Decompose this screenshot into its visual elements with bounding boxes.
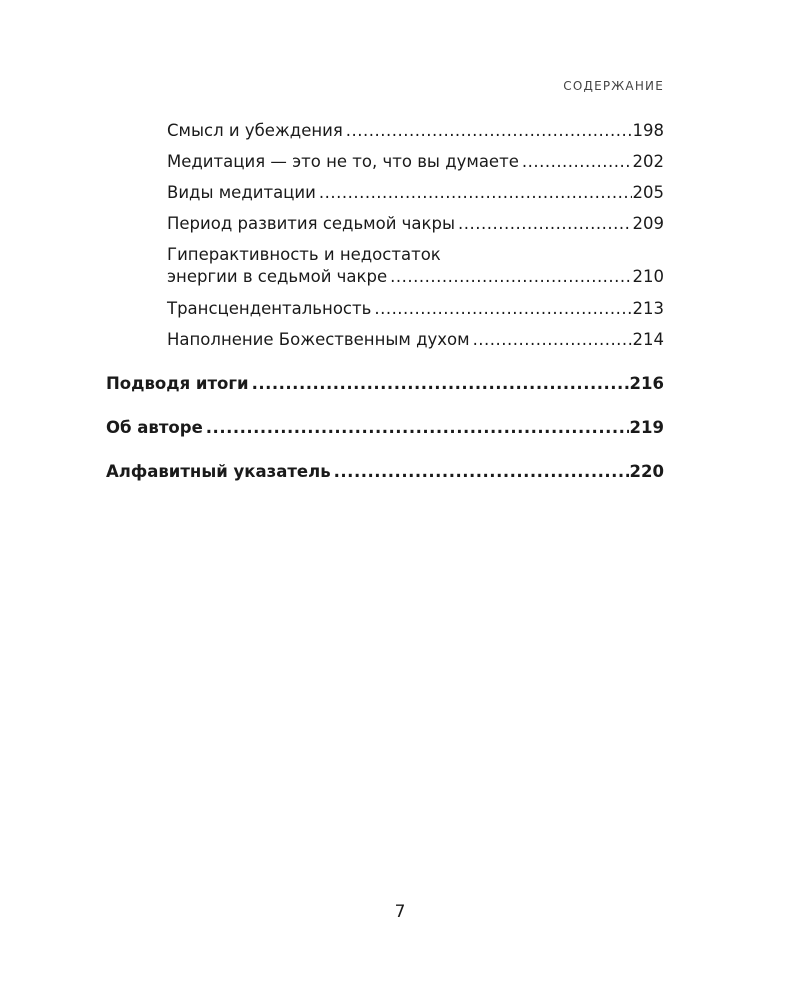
toc-entry-title-line2: энергии в седьмой чакре [167,267,388,286]
toc-entry-page: 198 [632,121,664,140]
toc-entry-page: 220 [629,462,664,481]
dot-leader [473,329,632,351]
toc-entry-title: Виды медитации [167,183,316,202]
toc-entry-page: 213 [632,299,664,318]
toc-entry-page: 209 [632,214,664,233]
dot-leader [334,461,629,483]
dot-leader [252,373,629,395]
toc-entry-page: 214 [632,330,664,349]
toc-entry-title: Период развития седьмой чакры [167,214,456,233]
toc-entry-page: 205 [632,183,664,202]
toc-entry [167,244,664,288]
dot-leader [319,182,632,204]
toc-entry [167,329,664,351]
toc-entry-title-line1: Гиперактивность и недостаток [167,245,441,264]
toc-main-entry [106,373,664,395]
toc-entry-title: Трансцендентальность [167,299,372,318]
toc-entry [167,213,664,235]
toc-main-entry [106,417,664,439]
dot-leader [346,120,632,142]
toc-entry-page: 219 [629,418,664,437]
toc-entry-title: Медитация — это не то, что вы думаете [167,152,519,171]
toc-entry-title: Смысл и убеждения [167,121,343,140]
toc-entry-page: 210 [632,267,664,286]
toc-entry-page: 202 [632,152,664,171]
toc-entry [167,151,664,173]
toc-entry-title: Наполнение Божественным духом [167,330,470,349]
dot-leader [374,298,631,320]
running-head: СОДЕРЖАНИЕ [563,79,664,93]
dot-leader [206,417,629,439]
dot-leader [390,266,631,288]
dot-leader [522,151,632,173]
page-number: 7 [394,902,406,922]
dot-leader [458,213,631,235]
toc-entry-title: Об авторе [106,418,203,437]
toc-entry [167,182,664,204]
toc-entry-title: Подводя итоги [106,374,249,393]
toc-main-entry [106,461,664,483]
toc-entry-page: 216 [629,374,664,393]
toc-entry [167,120,664,142]
toc-entry-title: Алфавитный указатель [106,462,331,481]
toc-entry [167,298,664,320]
